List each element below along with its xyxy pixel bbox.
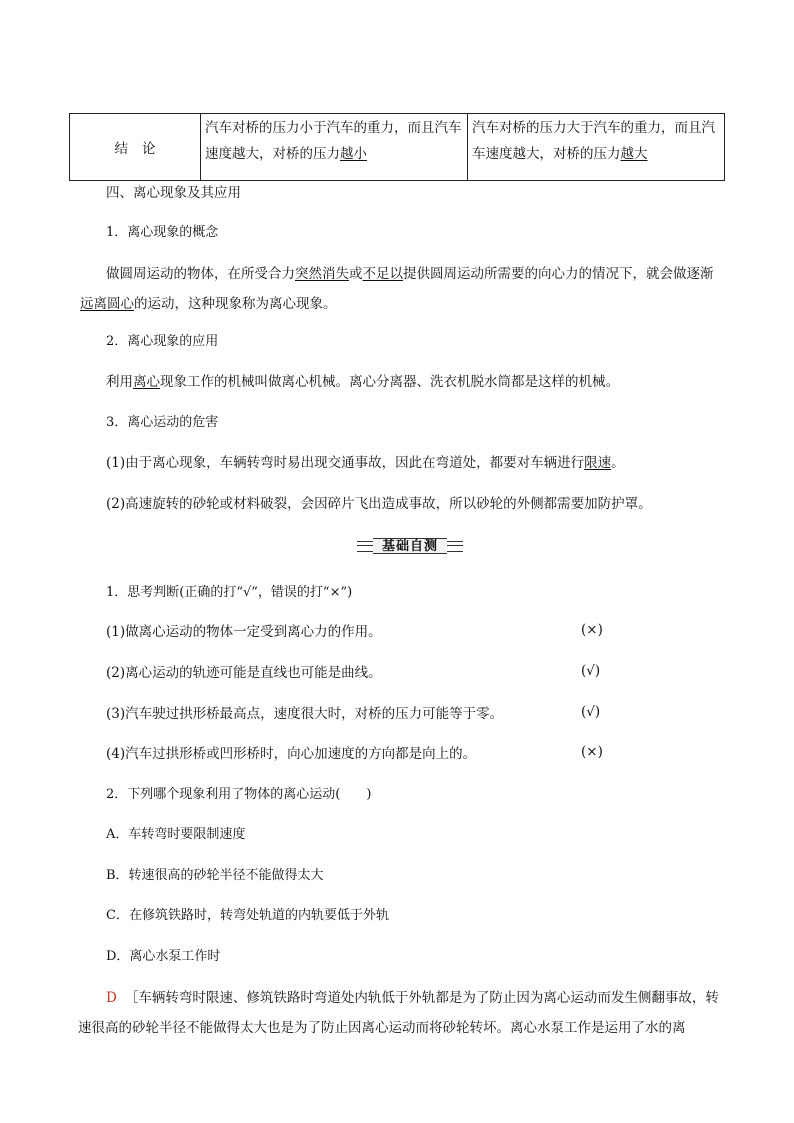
q2-option: B．转速很高的砂轮半径不能做得太大 <box>106 868 324 883</box>
item1-body <box>80 259 720 319</box>
section-badge <box>357 538 463 554</box>
badge-label: 基础自测 <box>373 538 447 554</box>
item1-title: 1．离心现象的概念 <box>106 225 219 240</box>
item3-para2: (2)高速旋转的砂轮或材料破裂，会因碎片飞出造成事故，所以砂轮的外侧都需要加防护罩。 <box>106 496 652 512</box>
answer-letter: D <box>106 990 117 1006</box>
text-run: 提供圆周运动所需要的向心力的情况下，就会做逐渐 <box>403 266 714 282</box>
q2-option: D．离心水泵工作时 <box>106 949 221 964</box>
text-run: 或 <box>349 266 363 282</box>
q2-option: A．车转弯时要限制速度 <box>106 827 246 842</box>
table-row <box>70 114 725 181</box>
item2-body <box>106 372 619 392</box>
underlined-answer: 越小 <box>340 146 367 162</box>
underlined-answer: 越大 <box>620 146 648 162</box>
cell-text: 汽车对桥的压力大于汽车的重力，而且汽车速度越大，对桥的压力 <box>472 120 715 162</box>
q1-item-text: (2)离心运动的轨迹可能是直线也可能是曲线。 <box>106 665 382 681</box>
underlined-term: 突然消失 <box>295 266 349 282</box>
row-label: 结论 <box>70 114 201 181</box>
section-heading: 四、离心现象及其应用 <box>106 185 241 201</box>
text-run: 现象工作的机械叫做离心机械。离心分离器、洗衣机脱水筒都是这样的机械。 <box>160 374 619 390</box>
text-run: 。 <box>611 455 625 471</box>
explanation-text: ［车辆转弯时限速、修筑铁路时弯道处内轨低于外轨都是为了防止因为离心运动而发生侧翻事故，转速很高的砂轮半径不能做得太大也是为了防止因离心运动而将砂轮转坏。离心水泵工作是运用了水的离 <box>78 990 719 1036</box>
badge-decoration <box>357 541 373 552</box>
text-run: 利用 <box>106 374 133 390</box>
q1-item-text: (3)汽车驶过拱形桥最高点，速度很大时，对桥的压力可能等于零。 <box>106 706 504 722</box>
text-run: 做圆周运动的物体，在所受合力 <box>106 266 295 282</box>
q1-item-text: (4)汽车过拱形桥或凹形桥时，向心加速度的方向都是向上的。 <box>106 746 477 762</box>
q1-item-mark: (×) <box>581 622 603 638</box>
convex-conclusion-cell <box>468 114 725 181</box>
q1-item-mark: (√) <box>581 704 601 720</box>
q2-title: 2．下列哪个现象利用了物体的离心运动( ) <box>106 787 372 802</box>
text-run: (1)由于离心现象，车辆转弯时易出现交通事故，因此在弯道处，都要对车辆进行 <box>106 455 585 471</box>
q1-title: 1．思考判断(正确的打“√”，错误的打“×”) <box>106 585 353 600</box>
q1-item-text: (1)做离心运动的物体一定受到离心力的作用。 <box>106 624 382 640</box>
underlined-term: 不足以 <box>362 266 403 282</box>
item3-para1 <box>106 453 625 473</box>
conclusion-table <box>69 113 725 181</box>
item2-title: 2．离心现象的应用 <box>106 334 219 349</box>
cell-text: 汽车对桥的压力小于汽车的重力，而且汽车速度越大，对桥的压力 <box>205 120 462 162</box>
badge-decoration <box>447 541 463 552</box>
text-run: 的运动，这种现象称为离心现象。 <box>134 296 337 312</box>
underlined-term: 限速 <box>584 455 612 471</box>
q2-explanation <box>78 983 720 1043</box>
q1-item-mark: (√) <box>581 663 601 679</box>
underlined-term: 离心 <box>133 374 160 390</box>
q2-option: C．在修筑铁路时，转弯处轨道的内轨要低于外轨 <box>106 908 389 923</box>
concave-conclusion-cell <box>201 114 468 181</box>
underlined-term: 远离圆心 <box>80 296 134 312</box>
q1-item-mark: (×) <box>581 744 603 760</box>
item3-title: 3．离心运动的危害 <box>106 415 219 430</box>
